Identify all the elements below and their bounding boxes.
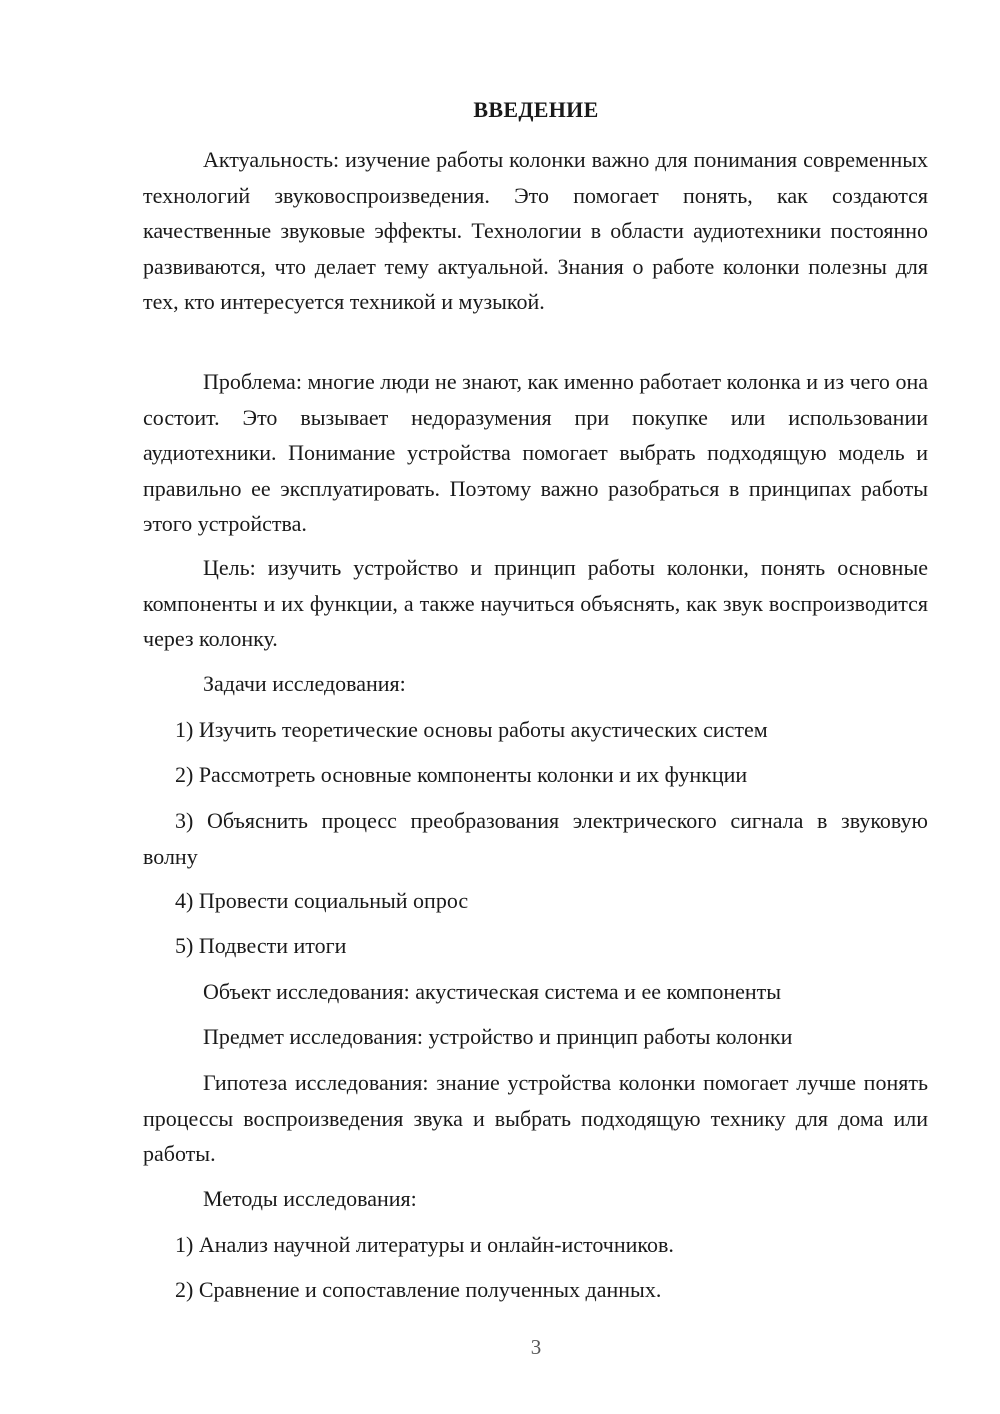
hypothesis-paragraph: Гипотеза исследования: знание устройства колонки помогает лучше понять процессы воспроизведения звука и выбрать подходящую технику для дома или работы. [143,1070,928,1166]
goal-paragraph: Цель: изучить устройство и принцип работы колонки, понять основные компоненты и их функции, а также научиться объяснять, как звук воспроизводится через колонку. [143,555,928,651]
task-item-1: 1) Изучить теоретические основы работы акустических систем [175,717,768,742]
tasks-heading: Задачи исследования: [203,671,406,696]
task-item-2: 2) Рассмотреть основные компоненты колонки и их функции [175,762,748,787]
task-item-5: 5) Подвести итоги [175,933,347,958]
method-item-2: 2) Сравнение и сопоставление полученных данных. [175,1277,662,1302]
task-item-4: 4) Провести социальный опрос [175,888,469,913]
research-subject: Предмет исследования: устройство и принцип работы колонки [203,1024,793,1049]
method-item-1: 1) Анализ научной литературы и онлайн-источников. [175,1232,674,1257]
section-title: ВВЕДЕНИЕ [473,97,599,122]
research-object: Объект исследования: акустическая система и ее компоненты [203,979,782,1004]
relevance-paragraph: Актуальность: изучение работы колонки важно для понимания современных технологий звуковоспроизведения. Это помогает понять, как создаются качественные звуковые эффекты. Технологии в области аудиотехники постоянно развиваются, что делает тему актуальной. Знания о работе колонки полезны для тех, кто интересуется техникой и музыкой. [143,147,928,314]
methods-heading: Методы исследования: [203,1186,417,1211]
task-item-3: 3) Объяснить процесс преобразования электрического сигнала в звуковую волну [143,808,928,869]
page-number: 3 [530,1335,542,1359]
problem-paragraph: Проблема: многие люди не знают, как именно работает колонка и из чего она состоит. Это вызывает недоразумения при покупке или использовании аудиотехники. Понимание устройства помогает выбрать подходящую модель и правильно ее эксплуатировать. Поэтому важно разобраться в принципах работы этого устройства. [143,369,928,536]
